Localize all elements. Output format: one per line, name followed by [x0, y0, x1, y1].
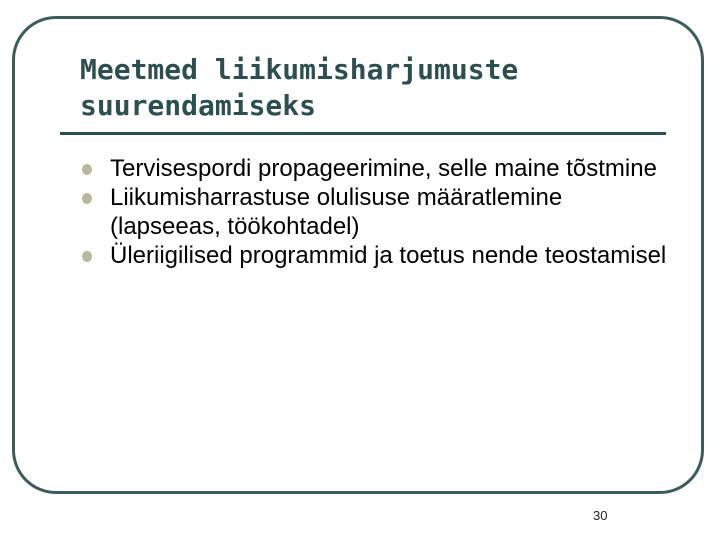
bullet-list: [82, 154, 672, 270]
bullet-dot-icon: [82, 251, 92, 262]
bullet-dot-icon: [82, 193, 92, 204]
bullet-item: [82, 154, 672, 183]
bullet-text: Tervisespordi propageerimine, selle maine tõstmine: [110, 155, 657, 182]
bullet-dot-icon: [82, 164, 92, 175]
title-divider: [60, 132, 666, 135]
bullet-item: [82, 241, 672, 270]
slide-number: 30: [593, 508, 608, 523]
bullet-item: [82, 183, 672, 241]
bullet-text: Üleriigilised programmid ja toetus nende teostamisel: [110, 242, 667, 269]
bullet-text: Liikumisharrastuse olulisuse määratlemine (lapseeas, töökohtadel): [110, 184, 563, 240]
slide-title: Meetmed liikumisharjumuste suurendamiseks: [80, 53, 519, 122]
